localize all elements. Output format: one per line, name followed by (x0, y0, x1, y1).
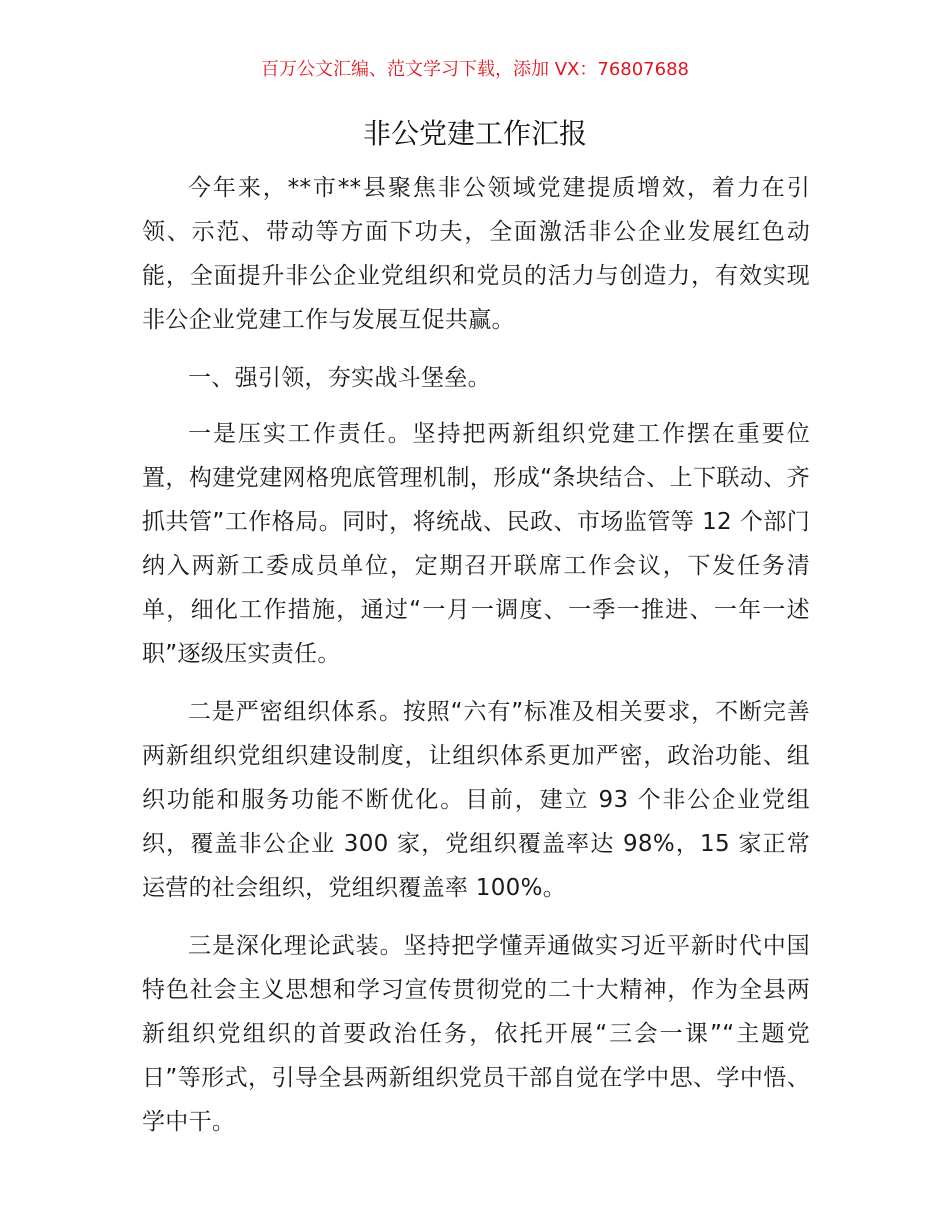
section-heading: 一、强引领，夯实战斗堡垒。 (188, 365, 491, 391)
document-title: 非公党建工作汇报 (362, 117, 587, 150)
watermark-header: 百万公文汇编、范文学习下载，添加 VX：76807688 (261, 59, 689, 80)
body-paragraph-organization: 二是严密组织体系。按照“六有”标准及相关要求，不断完善两新组织党组织建设制度，让组织体系更加严密，政治功能、组织功能和服务功能不断优化。目前，建立 93 个非公企业党组织，覆盖非公企业 300 家，党组织覆盖率达 98%，15 家正常运营的社会组织，党组织覆盖率 100%。 (142, 699, 810, 901)
intro-paragraph: 今年来，**市**县聚焦非公领域党建提质增效，着力在引领、示范、带动等方面下功夫，全面激活非公企业发展红色动能，全面提升非公企业党组织和党员的活力与创造力，有效实现非公企业党建工作与发展互促共赢。 (142, 175, 810, 333)
body-paragraph-responsibility: 一是压实工作责任。坚持把两新组织党建工作摆在重要位置，构建党建网格兜底管理机制，形成“条块结合、上下联动、齐抓共管”工作格局。同时，将统战、民政、市场监管等 12 个部门纳入两新工委成员单位，定期召开联席工作会议，下发任务清单，细化工作措施，通过“一月一调度、一季一推进、一年一述职”逐级压实责任。 (142, 421, 810, 667)
body-paragraph-theory: 三是深化理论武装。坚持把学懂弄通做实习近平新时代中国特色社会主义思想和学习宣传贯彻党的二十大精神，作为全县两新组织党组织的首要政治任务，依托开展“三会一课”“主题党日”等形式，引导全县两新组织党员干部自觉在学中思、学中悟、学中干。 (142, 933, 810, 1135)
document-body (142, 166, 810, 1158)
